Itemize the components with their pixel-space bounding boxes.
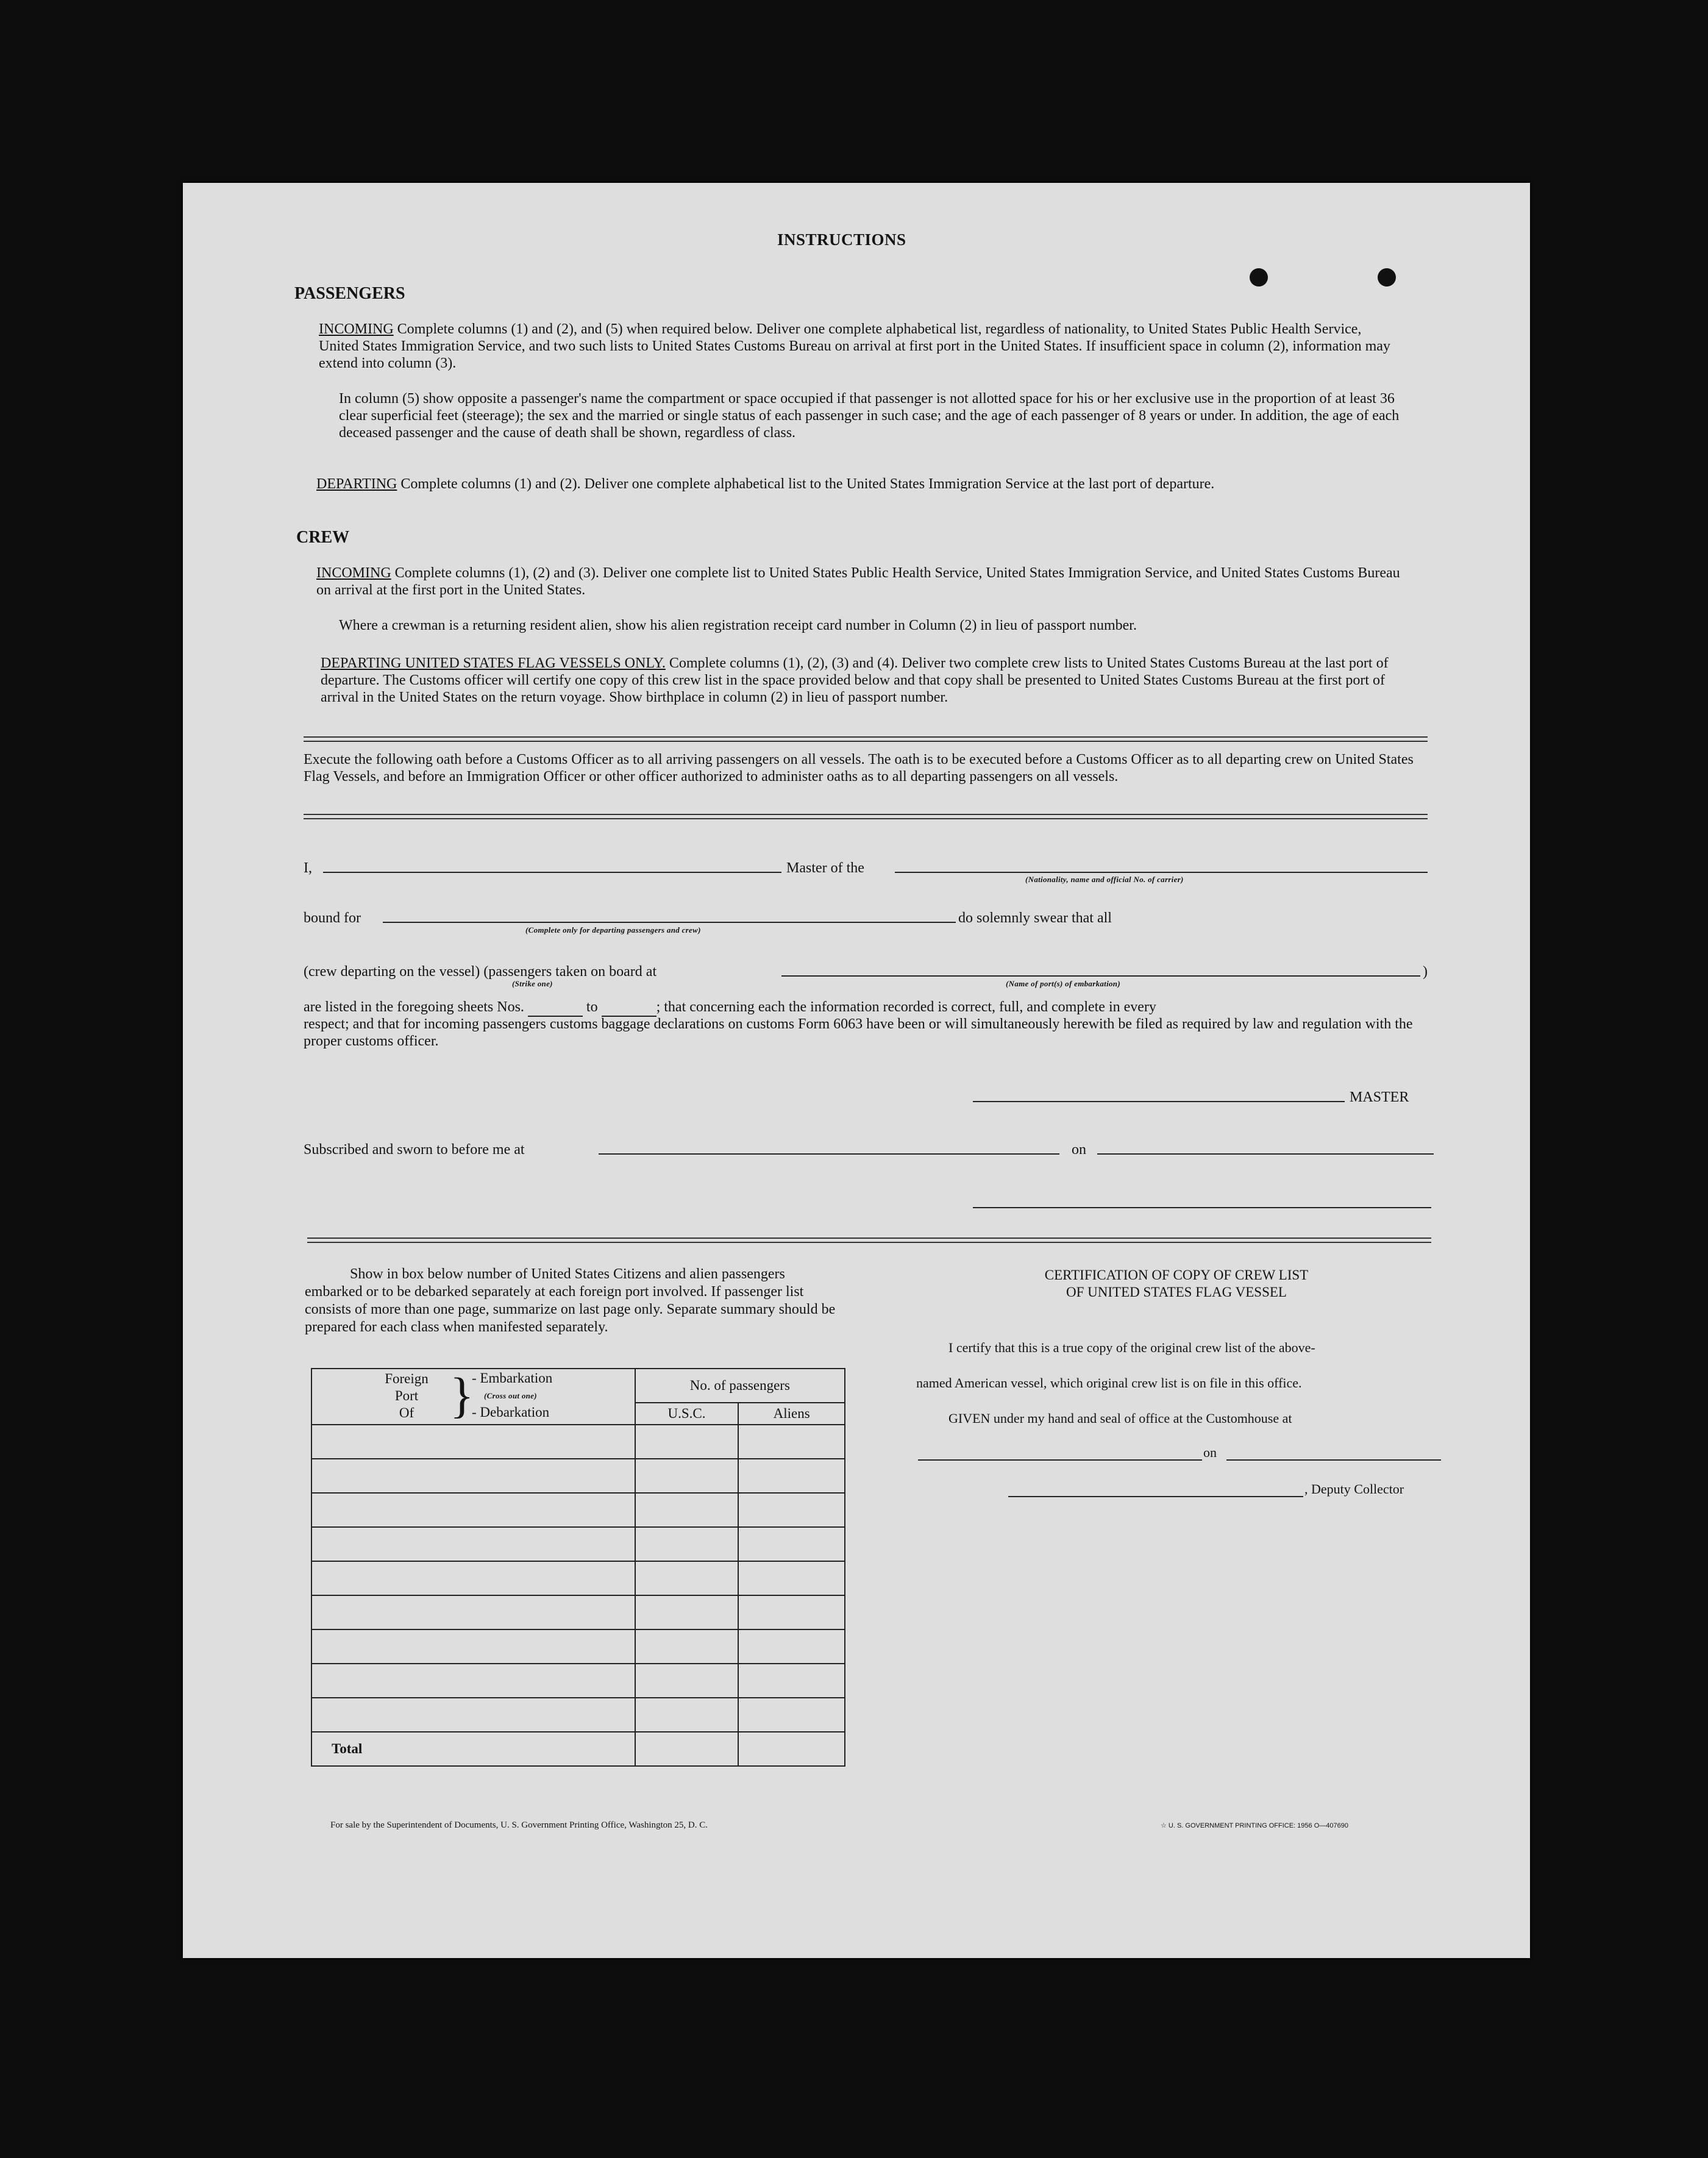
crew-departing-text: Complete columns (1), (2), (3) and (4). Deliver two complete crew lists to United States Customs Bureau at the last port of departure. The Customs officer will certify one copy of this crew list in the space provided below and that copy shall be presented to United States Customs Bureau at the first port of arrival in the United States on the return voyage. Show birthplace in column (2) in lieu of passport number.	[321, 655, 1389, 705]
total-label: Total	[311, 1732, 635, 1766]
deputy-signature-field[interactable]	[1008, 1496, 1303, 1497]
table-cell[interactable]	[311, 1561, 635, 1595]
crew-incoming-paragraph	[316, 564, 1404, 599]
subscribed-label: Subscribed and sworn to before me at	[304, 1142, 525, 1158]
double-rule	[304, 736, 1428, 742]
certification-title	[1000, 1267, 1353, 1301]
cert-line2: named American vessel, which original crew list is on file in this office.	[916, 1375, 1302, 1391]
passengers-departing-paragraph	[316, 475, 1404, 493]
cert-on-label: on	[1203, 1445, 1217, 1460]
no-of-passengers-header: No. of passengers	[635, 1369, 845, 1403]
table-cell[interactable]	[311, 1664, 635, 1698]
table-cell[interactable]	[311, 1629, 635, 1664]
crew-departing-paragraph	[321, 655, 1404, 706]
page-title: INSTRUCTIONS	[777, 230, 906, 249]
port-caption: (Name of port(s) of embarkation)	[1006, 979, 1120, 988]
table-cell[interactable]	[738, 1595, 845, 1629]
total-usc-cell[interactable]	[635, 1732, 739, 1766]
table-cell[interactable]	[311, 1595, 635, 1629]
table-cell[interactable]	[738, 1561, 845, 1595]
listed-line	[304, 999, 1156, 1017]
usc-header: U.S.C.	[635, 1403, 739, 1425]
customhouse-field[interactable]	[918, 1459, 1202, 1461]
bound-caption: (Complete only for departing passengers and crew)	[525, 925, 701, 935]
officer-signature-field[interactable]	[973, 1207, 1431, 1208]
table-cell[interactable]	[311, 1459, 635, 1493]
crew-heading: CREW	[296, 528, 350, 547]
incoming-text: Complete columns (1) and (2), and (5) when required below. Deliver one complete alphabetical list, regardless of nationality, to United States Public Health Service, United States Immigration Service, and two such lists to United States Customs Bureau on arrival at first port in the United States. If insufficient space in column (2), information may extend into column (3).	[319, 321, 1390, 371]
table-cell[interactable]	[635, 1527, 739, 1561]
carrier-field[interactable]	[895, 872, 1428, 873]
double-rule	[304, 814, 1428, 819]
embarkation-port-field[interactable]	[781, 975, 1420, 977]
sheet-from-field[interactable]	[528, 999, 583, 1017]
passengers-incoming-paragraph	[319, 321, 1404, 372]
passenger-summary-table	[311, 1368, 845, 1767]
passengers-heading: PASSENGERS	[294, 284, 405, 303]
table-cell[interactable]	[738, 1698, 845, 1732]
table-cell[interactable]	[738, 1459, 845, 1493]
double-rule	[307, 1237, 1431, 1243]
crew-departing-label: DEPARTING UNITED STATES FLAG VESSELS ONLY.	[321, 655, 666, 671]
punch-hole	[1378, 268, 1396, 287]
destination-field[interactable]	[383, 922, 956, 923]
table-cell[interactable]	[635, 1493, 739, 1527]
departing-label: DEPARTING	[316, 476, 397, 492]
swear-label: do solemnly swear that all	[958, 910, 1112, 926]
sworn-place-field[interactable]	[599, 1153, 1059, 1155]
table-cell[interactable]	[738, 1493, 845, 1527]
port-header-cell	[311, 1369, 635, 1425]
total-aliens-cell[interactable]	[738, 1732, 845, 1766]
sheet-to-field[interactable]	[602, 999, 657, 1017]
port-line-1: Foreign	[385, 1371, 429, 1386]
listed-rest: respect; and that for incoming passengers customs baggage declarations on customs Form 6063 have been or will simultaneously herewith be filed as required by law and regulation with the proper customs officer.	[304, 1016, 1413, 1049]
close-paren: )	[1423, 964, 1428, 980]
form-page	[183, 183, 1530, 1958]
table-cell[interactable]	[738, 1425, 845, 1459]
crew-incoming-text: Complete columns (1), (2) and (3). Deliver one complete list to United States Public Health Service, United States Immigration Service, and United States Customs Bureau on arrival at the first port in the United States.	[316, 565, 1400, 598]
oath-intro: Execute the following oath before a Customs Officer as to all arriving passengers on all vessels. The oath is to be executed before a Customs Officer as to all departing crew on United States Flag Vessels, and before an Immigration Officer or other officer authorized to administer oaths as to all departing passengers on all vessels.	[304, 752, 1414, 785]
departing-text: Complete columns (1) and (2). Deliver one complete alphabetical list to the United States Immigration Service at the last port of departure.	[400, 476, 1215, 492]
embarkation-label: - Embarkation	[472, 1370, 553, 1386]
table-cell[interactable]	[635, 1561, 739, 1595]
table-cell[interactable]	[311, 1425, 635, 1459]
port-line-2: Port	[394, 1388, 419, 1403]
table-cell[interactable]	[635, 1629, 739, 1664]
column5-paragraph: In column (5) show opposite a passenger's name the compartment or space occupied if that passenger is not allotted space for his or her exclusive use in the proportion of at least 36 clear superficial feet (steerage); the sex and the married or single status of each passenger in such case; and the age of each passenger of 8 years or under. In addition, the age of each deceased passenger and the cause of death shall be shown, regardless of class.	[339, 391, 1400, 441]
resident-alien-paragraph: Where a crewman is a returning resident alien, show his alien registration receipt card number in Column (2) in lieu of passport number.	[339, 618, 1137, 633]
table-cell[interactable]	[738, 1664, 845, 1698]
cert-line1: I certify that this is a true copy of the original crew list of the above-	[948, 1340, 1315, 1355]
listed-b: ; that concerning each the information recorded is correct, full, and complete in every	[656, 999, 1156, 1015]
deputy-collector-label: , Deputy Collector	[1304, 1481, 1404, 1497]
aliens-header: Aliens	[738, 1403, 845, 1425]
table-cell[interactable]	[635, 1595, 739, 1629]
cert-title-line2: OF UNITED STATES FLAG VESSEL	[1066, 1284, 1287, 1300]
table-cell[interactable]	[311, 1698, 635, 1732]
sworn-date-field[interactable]	[1097, 1153, 1434, 1155]
cert-date-field[interactable]	[1226, 1459, 1441, 1461]
cert-line3: GIVEN under my hand and seal of office at the Customhouse at	[948, 1411, 1292, 1426]
table-cell[interactable]	[311, 1527, 635, 1561]
brace-icon: }	[450, 1367, 474, 1423]
table-cell[interactable]	[738, 1527, 845, 1561]
debarkation-label: - Debarkation	[472, 1405, 550, 1420]
table-cell[interactable]	[635, 1425, 739, 1459]
table-cell[interactable]	[635, 1664, 739, 1698]
listed-a: are listed in the foregoing sheets Nos.	[304, 999, 524, 1015]
listed-to: to	[586, 999, 598, 1015]
cross-out-caption: (Cross out one)	[484, 1391, 537, 1400]
strike-caption: (Strike one)	[512, 979, 553, 988]
crew-incoming-label: INCOMING	[316, 565, 391, 581]
nationality-caption: (Nationality, name and official No. of carrier)	[1025, 875, 1184, 884]
table-cell[interactable]	[635, 1459, 739, 1493]
foreign-port-of	[373, 1370, 440, 1422]
master-name-field[interactable]	[323, 872, 781, 873]
table-cell[interactable]	[311, 1493, 635, 1527]
crew-departing-label: (crew departing on the vessel) (passengers taken on board at	[304, 964, 657, 980]
master-of-the-label: Master of the	[786, 860, 864, 876]
master-label: MASTER	[1350, 1089, 1409, 1105]
master-signature-field[interactable]	[973, 1101, 1345, 1102]
footer-sale-note: For sale by the Superintendent of Documents, U. S. Government Printing Office, Washington 25, D. C.	[330, 1820, 708, 1830]
table-cell[interactable]	[738, 1629, 845, 1664]
footer-printing-office: ☆ U. S. GOVERNMENT PRINTING OFFICE: 1956 O—407690	[1161, 1822, 1348, 1829]
cert-title-line1: CERTIFICATION OF COPY OF CREW LIST	[1044, 1267, 1309, 1283]
sworn-on-label: on	[1072, 1142, 1086, 1158]
incoming-label: INCOMING	[319, 321, 394, 337]
table-cell[interactable]	[635, 1698, 739, 1732]
summary-instructions: Show in box below number of United States Citizens and alien passengers embarked or to be debarked separately at each foreign port involved. If passenger list consists of more than one page, summarize on last page only. Separate summary should be prepared for each class when manifested separately.	[305, 1266, 836, 1335]
bound-for-label: bound for	[304, 910, 361, 926]
punch-hole	[1250, 268, 1268, 287]
port-line-3: Of	[399, 1405, 415, 1420]
oath-i-label: I,	[304, 860, 312, 876]
